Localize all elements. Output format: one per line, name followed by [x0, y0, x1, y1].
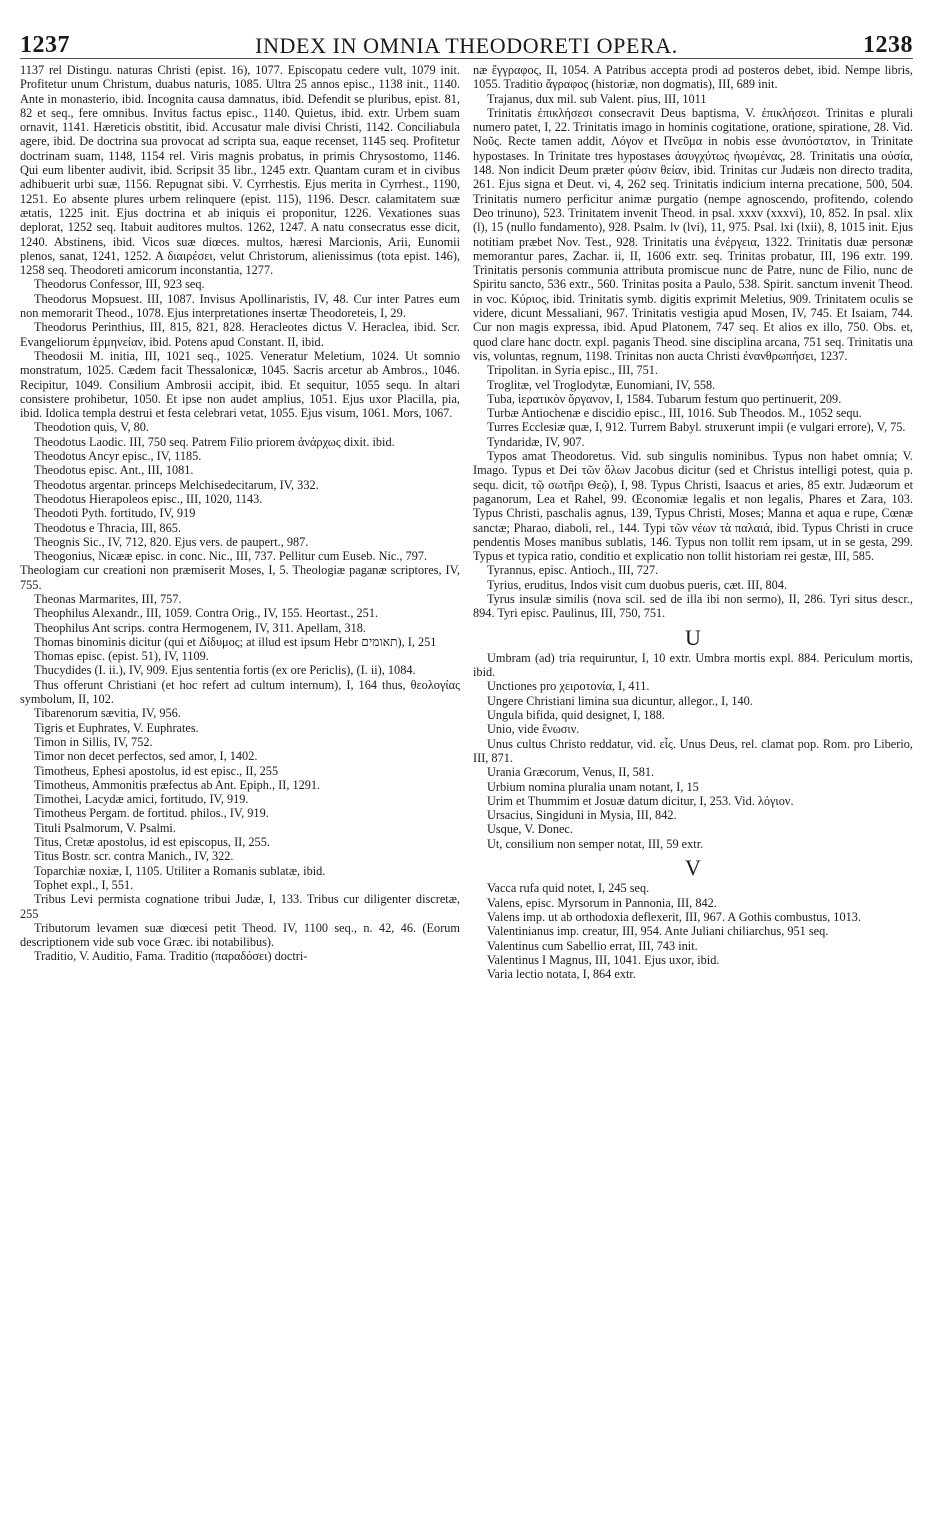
index-entry: Theodosii M. initia, III, 1021 seq., 1025. Veneratur Meletium, 1024. Ut somnio monstratum, 1025. Cædem facit Thessalonicæ, 1045. Sacris arcetur ab Ambros., 1046. Recipitur, 1049. Consilium Ambrosii accipit, ibid. Et sequitur, 1055 sequ. In altari consistere prohibetur, 1050. Et ipse non audet amplius, 1051. Ejus uxor Placilla, pia, ibid. Idolica templa destrui et festa celebrari vetat, 1055. Ejus visum, 1061. Mors, 1067. — [20, 348, 460, 421]
page-number-left: 1237 — [20, 32, 70, 58]
index-entry: Tributorum levamen suæ diœcesi petit Theod. IV, 1100 seq., n. 42, 46. (Eorum descriptionem vide sub voce Græc. ibi notabilibus). — [20, 920, 460, 950]
index-entry: Tribus Levi permista cognatione tribui Judæ, I, 133. Tribus cur diligenter discretæ, 255 — [20, 892, 460, 921]
index-entry: Theodoti Pyth. fortitudo, IV, 919 — [34, 506, 196, 521]
index-entry: Urim et Thummim et Josuæ datum dicitur, I, 253. Vid. λόγιον. — [487, 793, 794, 808]
index-entry: Valentinianus imp. creatur, III, 954. Ante Juliani chiliarchus, 951 seq. — [487, 924, 829, 939]
index-entry: Ursacius, Singiduni in Mysia, III, 842. — [487, 808, 677, 823]
index-entry: Timor non decet perfectos, sed amor, I, 1402. — [34, 749, 258, 764]
right-column-entries — [473, 63, 913, 621]
index-entry: Theodorus Confessor, III, 923 seq. — [34, 277, 205, 292]
index-entry: Valentinus I Magnus, III, 1041. Ejus uxor, ibid. — [487, 952, 720, 967]
index-entry: Urania Græcorum, Venus, II, 581. — [487, 765, 655, 780]
index-entry: Tyndaridæ, IV, 907. — [487, 434, 585, 449]
index-entry: Theodotus argentar. princeps Melchisedecitarum, IV, 332. — [34, 477, 319, 492]
index-entry: Thucydides (I. ii.), IV, 909. Ejus sententia fortis (ex ore Periclis), (I. ii), 1084. — [34, 663, 416, 678]
index-entry: Tyrus insulæ similis (nova scil. sed de illa ibi non sermo), II, 286. Tyri situs descr., 894. Tyri episc. Paulinus, III, 750, 751. — [473, 591, 913, 621]
index-entry: Theophilus Ant scrips. contra Hermogenem, IV, 311. Apellam, 318. — [34, 620, 366, 635]
index-entry: Theodotus e Thracia, III, 865. — [34, 520, 181, 535]
index-entry: Timothei, Lacydæ amici, fortitudo, IV, 919. — [34, 792, 249, 807]
index-entry: Umbram (ad) tria requiruntur, I, 10 extr. Umbra mortis expl. 884. Periculum mortis, ibid. — [473, 650, 913, 680]
section-u-entries — [473, 651, 913, 851]
two-column-body — [20, 63, 913, 981]
index-entry: Troglitæ, vel Troglodytæ, Eunomiani, IV, 558. — [487, 377, 716, 392]
index-entry: Timotheus Pergam. de fortitud. philos., IV, 919. — [34, 806, 269, 821]
index-entry: Timon in Sillis, IV, 752. — [34, 734, 153, 749]
section-letter-v: V — [685, 855, 701, 881]
index-entry: Toparchiæ noxiæ, I, 1105. Utiliter a Romanis sublatæ, ibid. — [34, 863, 326, 878]
index-entry: Titus, Cretæ apostolus, id est episcopus, II, 255. — [34, 835, 270, 850]
index-entry: Theogonius, Nicææ episc. in conc. Nic., III, 737. Pellitur cum Euseb. Nic., 797. — [34, 549, 428, 564]
right-column — [473, 63, 913, 981]
index-entry: Theognis Sic., IV, 712, 820. Ejus vers. de paupert., 987. — [34, 534, 309, 549]
index-entry: Turres Ecclesiæ quæ, I, 912. Turrem Babyl. struxerunt impii (e vulgari errore), V, 75. — [487, 420, 906, 435]
index-entry: Typos amat Theodoretus. Vid. sub singulis nominibus. Typus non habet omnia; V. Imago. Typus et Dei τῶν ὅλων Jacobus dicitur (sed et Christus intelligi potest, quia p. sequ. dicit, τῷ σωτῆρι Θεῷ), I, 98. Typus Christi, Isaacus et aries, 85 extr. Judæorum et paganorum, Lea et Rahel, 99. Œconomiæ legalis et non legalis, Phares et Zara, 103. Typus Christi, paschalis agnus, 139, Typus Christi, Moses; Manna et aqua e rupe, Cœnæ sanctæ; Pharao, diaboli, rel., 144. Typi τῶν νέων τὰ παλαιά, ibid. Typus Christi in cruce pendentis Moses manibus sublatis, 146. Typus non tollit rem ipsam, ut in se gesta, 299. Typus et typica ratio, conditio et explicatio non tollit historiam rei gestæ, III, 585. — [473, 449, 913, 564]
index-entry: Unctiones pro χειροτονία, I, 411. — [487, 679, 650, 694]
index-entry: Tyrius, eruditus, Indos visit cum duobus pueris, cæt. III, 804. — [487, 577, 788, 592]
index-entry: Tuba, ἱερατικὸν ὄργανον, I, 1584. Tubarum festum quo pertinuerit, 209. — [487, 391, 842, 406]
index-entry: Theonas Marmarites, III, 757. — [34, 591, 182, 606]
index-entry: Ut, consilium non semper notat, III, 59 extr. — [487, 836, 704, 851]
section-letter-u: U — [685, 624, 701, 650]
index-entry: Trinitatis ἐπικλήσεσι consecravit Deus baptisma, V. ἐπικλήσεσι. Trinitas e plurali numero patet, I, 22. Trinitatis imago in hominis cogitatione, oratione, spiratione, 28. Vid. Νοῦς. Recte tamen addit, Λόγον et Πνεῦμα in nobis esse ἀνυπόστατον, in Trinitate hypostases. In Trinitate tres hypostases ἀσυγχύτως ἡνωμένας, 28. Trinitatis una οὐσία, 148. Non indicit Deum præter φύσιν θείαν, ibid. Trinitas cur Judæis non directo tradita, 261. Ejus signa et Deut. vi, 4, 262 seq. Trinitatis indicium interna precatione, 500, 504. Trinitatis numero perficitur animæ purgatio (nempe agnoscendo, profitendo, colendo Deo trinuno), 523. Trinitatem invenit Theod. in psal. xxxv (xxxvi), 10, 852. In psal. xlix (l), 15 (nullo fundamento), 928. Psalm. lv (lvi), 11, 975. Psal. lxi (lxii), 8, 1015 init. Ejus notitiam præbet Nov. Test., 928. Trinitatis una ἐνέργεια, 1322. Trinitatis duæ personæ memorantur pares, Zachar. ii, II, 1606 extr. seq. Trinitas probatur, III, 196 extr. 199. Trinitatis personis communia attributa promiscue nunc de Patre, nunc de Filio, nunc de Spiritu sancto, 536 extr., 560. Trinitas posita a Paulo, 538. Spirit. sanctum invenit Theod. in voc. Κύριος, ibid. Trinitatis symb. digitis exprimit Meletius, 909. Trinitatem oculis se videre, dicunt Messaliani, 967. Trinitatis vestigia apud Mosen, IV, 745. Et Isaiam, 744. Cur non magis expressa, ibid. Apud Platonem, 747 seq. Et alios ex illo, 750. Obs. et, quod clare hanc doctr. expl. paganis Theod. sine disciplina arcana, 751 seq. Trinitatis una vis, voluntas, regnum, 1198. Trinitas non aucta Christi ἐνανθρωπήσει, 1237. — [473, 105, 913, 363]
index-entry: Unio, vide ἕνωσιν. — [487, 722, 580, 737]
section-v-entries — [473, 881, 913, 981]
index-entry: Theophilus Alexandr., III, 1059. Contra Orig., IV, 155. Heortast., 251. — [34, 606, 379, 621]
index-entry: Thomas binominis dicitur (qui et Δίδυμος; at illud est ipsum Hebr תאומים), I, 251 — [34, 634, 437, 649]
index-entry: næ ἔγγραφος, II, 1054. A Patribus accepta prodi ad posteros debet, ibid. Nempe libris, 1055. Traditio ἄγραφος (historiæ, non dogmatis), III, 689 init. — [473, 63, 913, 92]
index-entry: Timotheus, Ephesi apostolus, id est episc., II, 255 — [34, 763, 279, 778]
index-entry: Traditio, V. Auditio, Fama. Traditio (παραδόσει) doctri- — [34, 949, 308, 964]
index-entry: Varia lectio notata, I, 864 extr. — [487, 967, 636, 982]
index-entry: Theodotus Ancyr episc., IV, 1185. — [34, 449, 202, 464]
index-entry: Theodotus Hierapoleos episc., III, 1020, 1143. — [34, 491, 263, 506]
index-entry: Unus cultus Christo reddatur, vid. εἷς. Unus Deus, rel. clamat pop. Rom. pro Liberio, III, 871. — [473, 736, 913, 765]
index-entry: Ungula bifida, quid designet, I, 188. — [487, 708, 665, 723]
index-entry: Tripolitan. in Syria episc., III, 751. — [487, 363, 659, 378]
index-entry: Theodorus Mopsuest. III, 1087. Invisus Apollinaristis, IV, 48. Cur inter Patres eum non memorarit Theod., 1078. Ejus interpretationes insertæ Theodoreteis, I, 29. — [20, 291, 460, 321]
index-entry: Usque, V. Donec. — [487, 822, 573, 837]
index-entry: Valens imp. ut ab orthodoxia deflexerit, III, 967. A Gothis combustus, 1013. — [487, 909, 861, 924]
index-entry: Theodotus Laodic. III, 750 seq. Patrem Filio priorem ἀνάρχως dixit. ibid. — [34, 434, 395, 449]
index-entry: Tituli Psalmorum, V. Psalmi. — [34, 820, 176, 835]
index-entry: Vacca rufa quid notet, I, 245 seq. — [487, 881, 650, 896]
page-number-right: 1238 — [863, 32, 913, 58]
index-entry: Ungere Christiani limina sua dicuntur, allegor., I, 140. — [487, 693, 753, 708]
index-entry: Tyrannus, episc. Antioch., III, 727. — [487, 563, 659, 578]
left-column — [20, 63, 460, 981]
index-entry: Valens, episc. Myrsorum in Pannonia, III, 842. — [487, 895, 717, 910]
index-entry: Trajanus, dux mil. sub Valent. pius, III, 1011 — [487, 91, 707, 106]
index-entry: Urbium nomina pluralia unam notant, I, 15 — [487, 779, 699, 794]
index-entry: Theologiam cur creationi non præmiserit Moses, I, 5. Theologiæ paganæ scriptores, IV, 755. — [20, 563, 460, 592]
index-entry: 1137 rel Distingu. naturas Christi (epist. 16), 1077. Episcopatu cedere vult, 1079 init. Profitetur unum Christum, duabus naturis, 1085. Ultra 25 annos episc., 1138 init., 1140. Ante in monasterio, ibid. Incognita causa damnatus, ibid. Defendit se pluribus, epist. 81, 82 et seq., fere omnibus. Invitus factus episc., 1140. Quietus, ibid. extr. Urbem suam ornavit, 1141. Hæreticis obstitit, ibid. Accusatur male divisi Christi, 1142. Conciliabula agere, ibid. De doctrina sua provocat ad scripta sua, eaque recenset, 1145 seq. Profitetur doctrinam suam, 1148, 1154 rel. Viris magnis probatus, in primis Chrysostomo, 1146. Qui eum libenter audivit, ibid. Scripsit 35 libr., 1245 extr. Quantam curam et in civibus adhibuerit urbi suæ, 1156. Repugnat sibi. V. Cyrrhestis. Ejus merita in Cyrrhest., 1190, 1251. Eo absente plures urbem relinquere (epist. 115), 1196. Descr. calamitatem suæ ætatis, 1225 init. Ejus doctrina et ab iniquis ei proponitur, 1226. Vexationes suas deplorat, 1252 seq. Itabuit auditores multos. 1262, 1247. A natu consecratus esse dicit, 1240. Abstinens, ibid. Vicos suæ diœces. multos, hæresi Marcionis, Arii, Eunomii plenos, sanat, 1241, 1252. A διαιρέσει, velut Christorum, alienissimus (tota epist. 146), 1258 seq. Theodoreti amicorum inconstantia, 1277. — [20, 63, 460, 278]
index-entry: Turbæ Antiochenæ e discidio episc., III, 1016. Sub Theodos. M., 1052 sequ. — [487, 406, 862, 421]
index-entry: Thus offerunt Christiani (et hoc refert ad cultum internum), I, 164 thus, θεολογίας symbolum, II, 102. — [20, 677, 460, 707]
page-header — [20, 28, 913, 59]
index-entry: Tibarenorum sævitia, IV, 956. — [34, 706, 181, 721]
index-entry: Theodotus episc. Ant., III, 1081. — [34, 463, 194, 478]
index-entry: Theodorus Perinthius, III, 815, 821, 828. Heracleotes dictus V. Heraclea, ibid. Scr. Evangeliorum ἑρμηνείαν, ibid. Potens apud Constant. II, ibid. — [20, 320, 460, 349]
index-entry: Timotheus, Ammonitis præfectus ab Ant. Epiph., II, 1291. — [34, 777, 321, 792]
running-title: INDEX IN OMNIA THEODORETI OPERA. — [255, 33, 678, 58]
index-entry: Tophet expl., I, 551. — [34, 877, 134, 892]
index-entry: Tigris et Euphrates, V. Euphrates. — [34, 720, 199, 735]
index-entry: Thomas episc. (epist. 51), IV, 1109. — [34, 649, 209, 664]
index-entry: Valentinus cum Sabellio errat, III, 743 init. — [487, 938, 698, 953]
index-entry: Theodotion quis, V, 80. — [34, 420, 150, 435]
index-entry: Titus Bostr. scr. contra Manich., IV, 322. — [34, 849, 234, 864]
